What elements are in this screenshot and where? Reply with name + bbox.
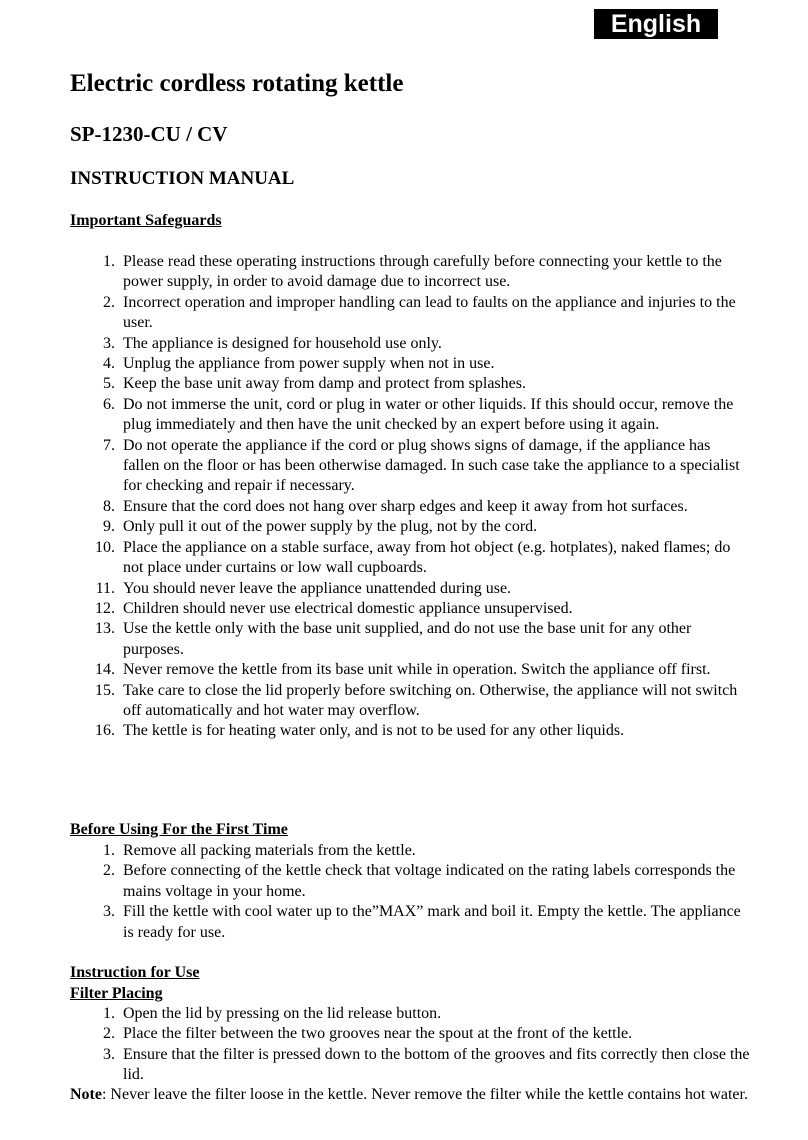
item-text: Keep the base unit away from damp and protect from splashes. bbox=[123, 375, 526, 393]
item-text: Please read these operating instructions through carefully before connecting your kettle to the power supply, in order to avoid damage due to incorrect use. bbox=[123, 253, 722, 291]
language-badge: English bbox=[594, 9, 718, 39]
item-number: 1. bbox=[103, 253, 115, 270]
item-text: The appliance is designed for household use only. bbox=[123, 334, 442, 352]
item-text: Do not immerse the unit, cord or plug in water or other liquids. If this should occur, remove the plug immediately and then have the unit checked by an expert before using it again. bbox=[123, 395, 734, 434]
list-item bbox=[70, 619, 750, 660]
item-number: 3. bbox=[103, 1045, 115, 1063]
item-number: 2. bbox=[103, 1025, 115, 1043]
item-number: 3. bbox=[103, 903, 115, 921]
item-number: 8. bbox=[103, 497, 115, 515]
item-text: Place the filter between the two grooves near the spout at the front of the kettle. bbox=[123, 1025, 633, 1043]
list-item bbox=[70, 538, 750, 579]
item-number: 11. bbox=[95, 579, 115, 597]
item-number: 5. bbox=[103, 375, 115, 393]
list-item bbox=[70, 841, 750, 861]
first-time-heading: Before Using For the First Time bbox=[70, 821, 288, 838]
item-text: Do not operate the appliance if the cord or plug shows signs of damage, if the appliance has fallen on the floor or has been otherwise damaged. In such case take the appliance to a specialist for checking and repair if necessary. bbox=[123, 436, 740, 495]
filter-list bbox=[70, 1004, 750, 1086]
item-number: 7. bbox=[103, 436, 115, 454]
list-item bbox=[70, 497, 750, 517]
safeguards-heading: Important Safeguards bbox=[70, 212, 222, 229]
item-number: 10. bbox=[95, 538, 115, 556]
item-text: Incorrect operation and improper handling can lead to faults on the appliance and injuries to the user. bbox=[123, 293, 736, 332]
list-item bbox=[70, 374, 750, 394]
item-text: Never remove the kettle from its base unit while in operation. Switch the appliance off first. bbox=[123, 661, 711, 679]
list-item bbox=[70, 334, 750, 354]
item-text: Place the appliance on a stable surface, away from hot object (e.g. hotplates), naked flames; do not place under curtains or low wall cupboards. bbox=[123, 538, 731, 577]
item-text: The kettle is for heating water only, and is not to be used for any other liquids. bbox=[123, 722, 625, 740]
filter-note bbox=[70, 1085, 750, 1105]
note-text: : Never leave the filter loose in the kettle. Never remove the filter while the kettle contains hot water. bbox=[101, 1086, 748, 1103]
item-text: Open the lid by pressing on the lid release button. bbox=[123, 1005, 442, 1022]
item-text: Unplug the appliance from power supply when not in use. bbox=[123, 355, 495, 373]
item-number: 9. bbox=[103, 518, 115, 536]
list-item bbox=[70, 1004, 750, 1024]
item-number: 2. bbox=[103, 293, 115, 311]
item-text: Take care to close the lid properly before switching on. Otherwise, the appliance will not switch off automatically and hot water may overflow. bbox=[123, 681, 738, 719]
item-number: 1. bbox=[103, 842, 115, 859]
document-title: Electric cordless rotating kettle bbox=[70, 70, 404, 97]
item-number: 14. bbox=[95, 661, 115, 679]
list-item bbox=[70, 660, 750, 680]
item-number: 4. bbox=[103, 355, 115, 373]
list-item bbox=[70, 579, 750, 599]
list-item bbox=[70, 681, 750, 722]
item-text: Use the kettle only with the base unit supplied, and do not use the base unit for any other purposes. bbox=[123, 620, 692, 658]
item-text: Only pull it out of the power supply by the plug, not by the cord. bbox=[123, 518, 538, 536]
list-item bbox=[70, 861, 750, 902]
list-item bbox=[70, 293, 750, 334]
list-item bbox=[70, 599, 750, 619]
item-text: Ensure that the filter is pressed down to the bottom of the grooves and fits correctly then close the lid. bbox=[123, 1045, 750, 1084]
list-item bbox=[70, 436, 750, 497]
list-item bbox=[70, 902, 750, 943]
item-text: Fill the kettle with cool water up to the”MAX” mark and boil it. Empty the kettle. The appliance is ready for use. bbox=[123, 903, 741, 941]
list-item bbox=[70, 1045, 750, 1086]
filter-heading: Filter Placing bbox=[70, 985, 163, 1002]
item-number: 6. bbox=[103, 395, 115, 413]
list-item bbox=[70, 1024, 750, 1044]
item-text: Ensure that the cord does not hang over sharp edges and keep it away from hot surfaces. bbox=[123, 497, 688, 515]
item-number: 15. bbox=[95, 681, 115, 699]
list-item bbox=[70, 395, 750, 436]
note-label: Note bbox=[70, 1086, 102, 1103]
item-number: 2. bbox=[103, 862, 115, 880]
item-number: 13. bbox=[95, 620, 115, 638]
item-number: 12. bbox=[95, 599, 115, 617]
item-number: 16. bbox=[95, 722, 115, 740]
instruction-heading: Instruction for Use bbox=[70, 964, 200, 981]
item-number: 3. bbox=[103, 334, 115, 352]
list-item bbox=[70, 252, 750, 293]
list-item bbox=[70, 721, 750, 741]
item-text: Remove all packing materials from the kettle. bbox=[123, 842, 416, 859]
item-text: Before connecting of the kettle check that voltage indicated on the rating labels corresponds the mains voltage in your home. bbox=[123, 862, 736, 900]
safeguards-list bbox=[70, 252, 750, 742]
item-number: 1. bbox=[103, 1005, 115, 1022]
item-text: You should never leave the appliance unattended during use. bbox=[123, 579, 512, 597]
item-text: Children should never use electrical domestic appliance unsupervised. bbox=[123, 599, 573, 617]
first-time-list bbox=[70, 841, 750, 943]
manual-heading: INSTRUCTION MANUAL bbox=[70, 168, 295, 189]
model-number: SP-1230-CU / CV bbox=[70, 122, 228, 146]
list-item bbox=[70, 354, 750, 374]
list-item bbox=[70, 517, 750, 537]
